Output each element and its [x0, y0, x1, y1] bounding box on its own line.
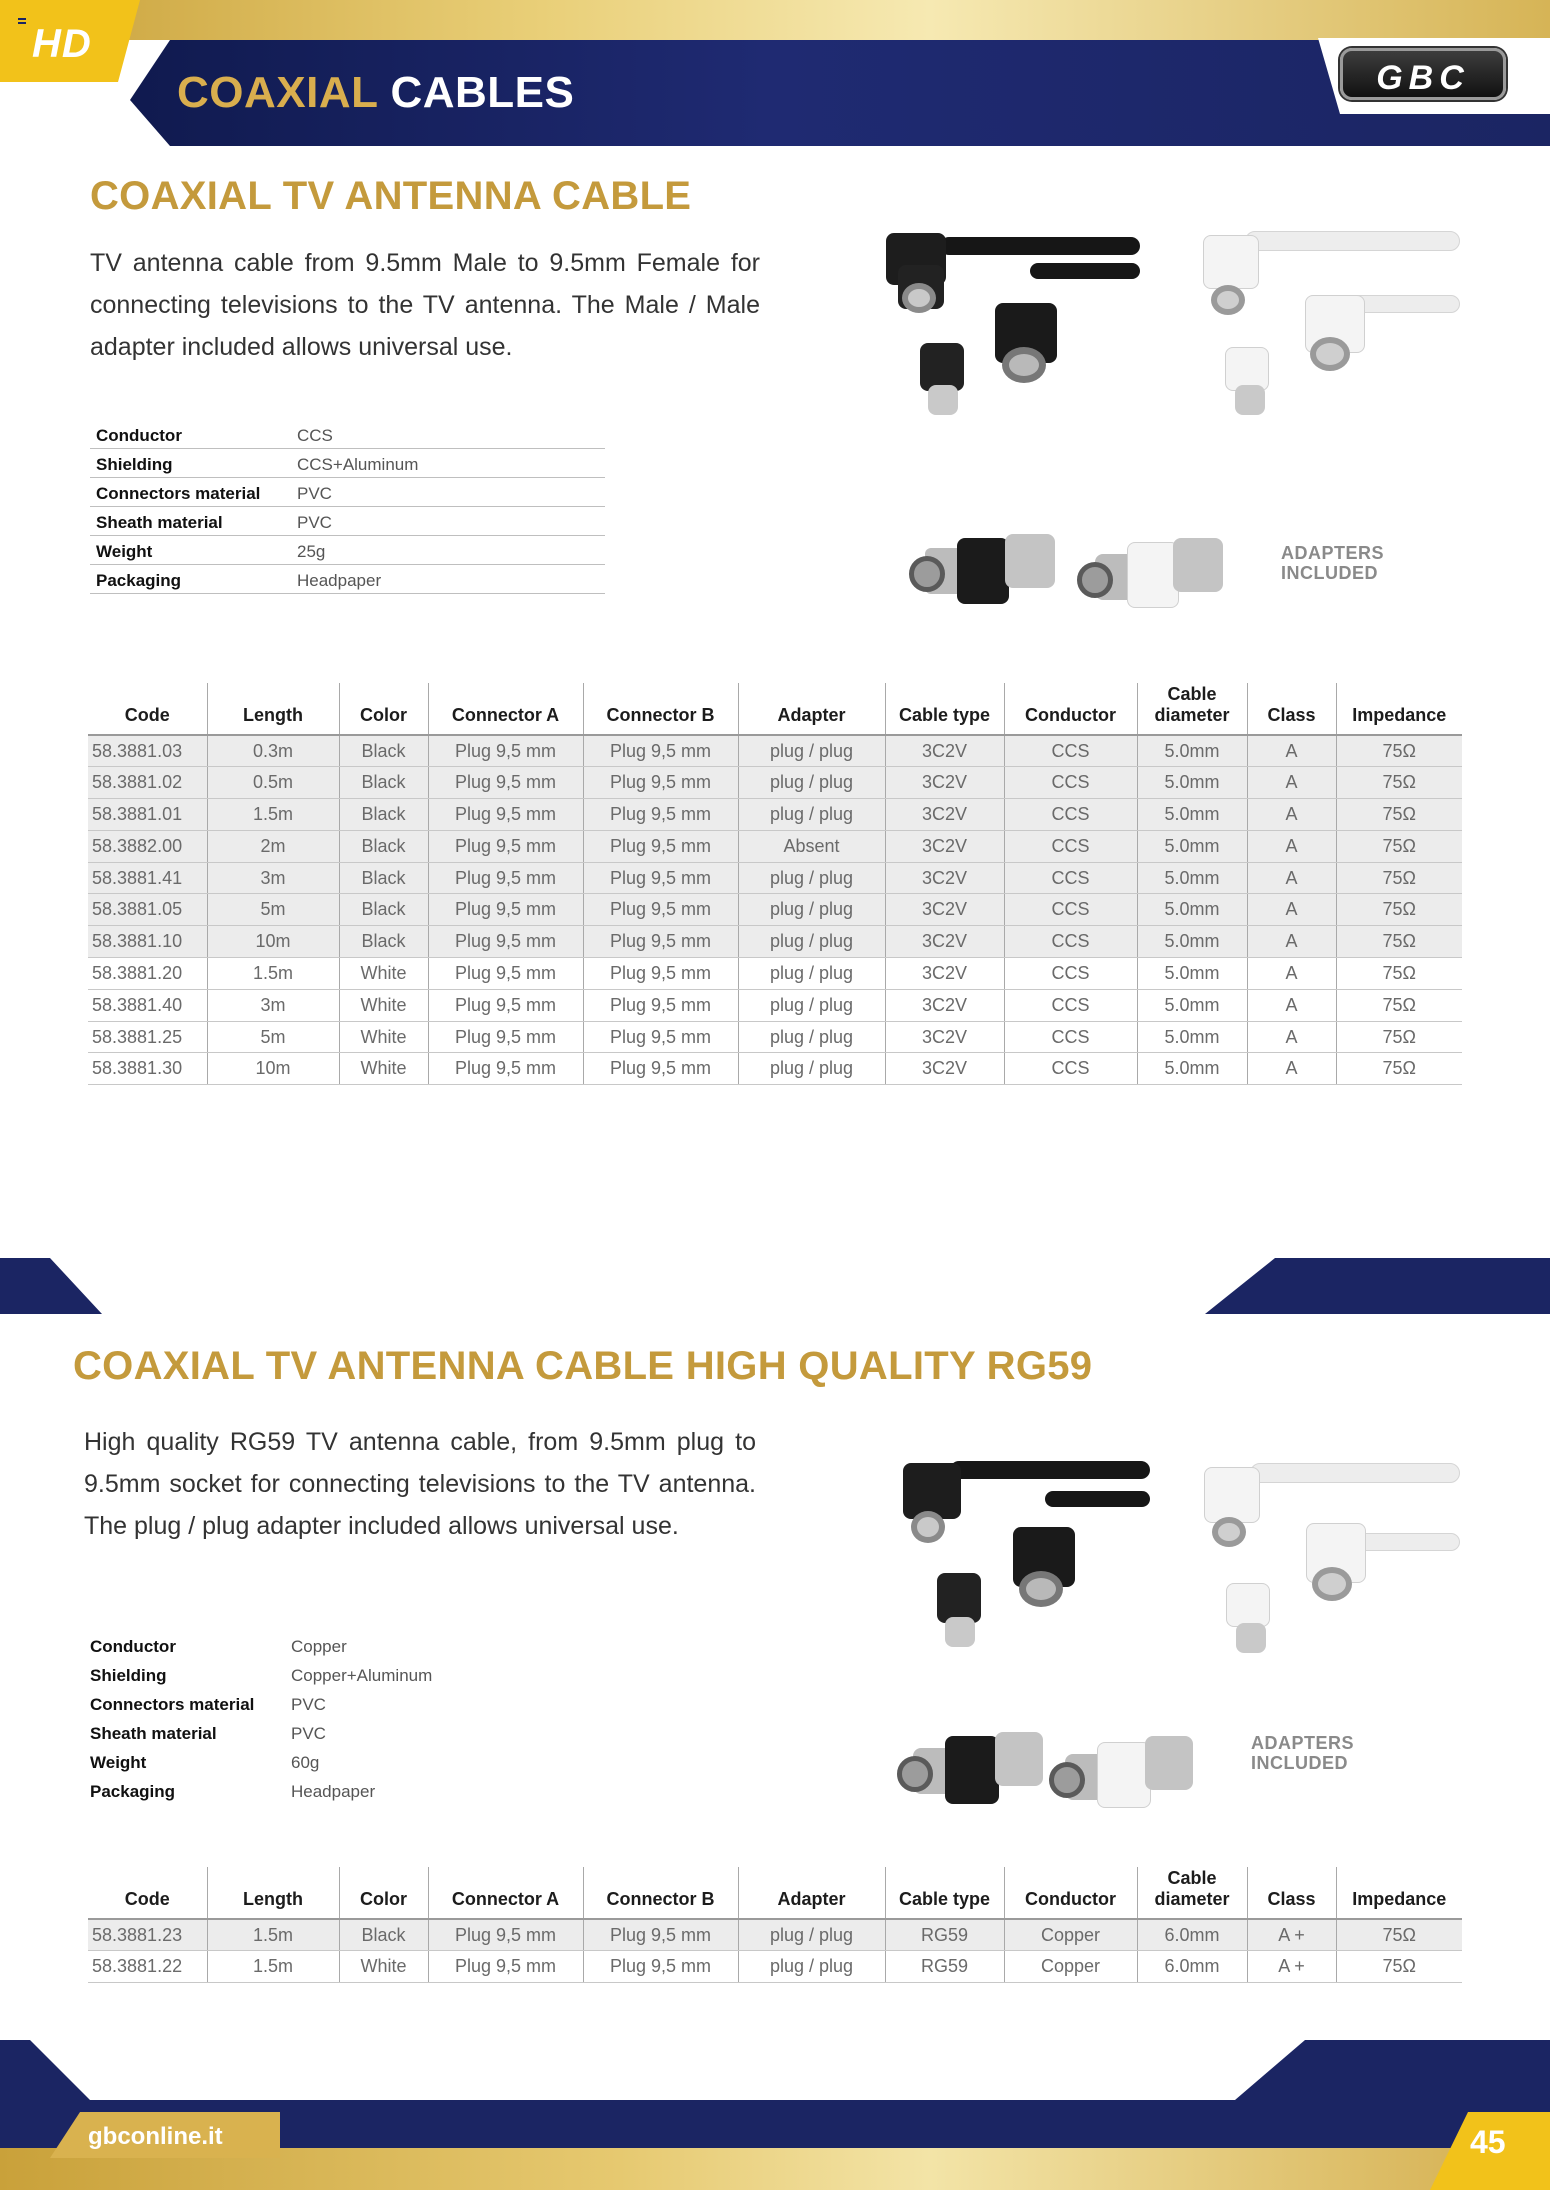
table-cell: Plug 9,5 mm [583, 1021, 738, 1053]
table-header-row [88, 1867, 1462, 1919]
spec-row [90, 536, 605, 565]
column-header: Connector A [428, 683, 583, 735]
spec-value: PVC [291, 1695, 326, 1714]
table-cell: Absent [738, 830, 885, 862]
table-cell: CCS [1004, 799, 1137, 831]
column-header: Adapter [738, 683, 885, 735]
table-cell: 5.0mm [1137, 958, 1247, 990]
table-cell: 75Ω [1336, 1951, 1462, 1983]
column-header: Impedance [1336, 683, 1462, 735]
product1-description: TV antenna cable from 9.5mm Male to 9.5mm Female for connecting televisions to the TV antenna. The Male / Male adapter included allows universal use. [90, 249, 760, 361]
table-cell: Plug 9,5 mm [583, 1951, 738, 1983]
product2-adapters-label [1251, 1733, 1354, 1773]
table-cell: CCS [1004, 1021, 1137, 1053]
table-cell: Plug 9,5 mm [583, 958, 738, 990]
column-header: Connector A [428, 1867, 583, 1919]
product2-spec-table [84, 1630, 599, 1804]
table-cell: 58.3881.41 [88, 862, 207, 894]
adapters-label-line2: INCLUDED [1251, 1753, 1348, 1773]
spec-key: Conductor [96, 426, 182, 445]
spec-key: Conductor [90, 1637, 176, 1656]
table-cell: 75Ω [1336, 735, 1462, 767]
gbc-logo-text: GBC [1376, 59, 1470, 97]
table-cell: 75Ω [1336, 830, 1462, 862]
spec-row [84, 1775, 599, 1804]
column-header: Length [207, 1867, 339, 1919]
table-cell: A + [1247, 1919, 1336, 1951]
product1-adapters-label [1281, 543, 1384, 583]
table-cell: 5.0mm [1137, 799, 1247, 831]
column-header: Cable type [885, 683, 1004, 735]
table-cell: 5.0mm [1137, 830, 1247, 862]
table-cell: 3C2V [885, 926, 1004, 958]
spec-key: Packaging [90, 1782, 176, 1801]
adapters-label-line1: ADAPTERS [1281, 543, 1385, 563]
product2-adapters-photo [895, 1720, 1195, 1820]
spec-key: Shielding [90, 1666, 167, 1685]
spec-row [84, 1717, 599, 1746]
column-header: Cable diameter [1137, 1867, 1247, 1919]
table-cell: 5.0mm [1137, 735, 1247, 767]
table-cell: plug / plug [738, 926, 885, 958]
spec-key: Weight [96, 542, 153, 561]
table-cell: 10m [207, 1053, 339, 1085]
column-header: Class [1247, 1867, 1336, 1919]
table-cell: Black [339, 1919, 428, 1951]
spec-value: Headpaper [291, 1782, 376, 1801]
table-row [88, 735, 1462, 767]
table-cell: CCS [1004, 926, 1137, 958]
table-cell: Plug 9,5 mm [583, 894, 738, 926]
table-cell: 3C2V [885, 894, 1004, 926]
table-cell: Plug 9,5 mm [428, 799, 583, 831]
table-cell: 3m [207, 862, 339, 894]
table-cell: 58.3881.40 [88, 989, 207, 1021]
table-cell: 3C2V [885, 989, 1004, 1021]
product1-white-cable-photo [1195, 225, 1460, 435]
table-cell: plug / plug [738, 862, 885, 894]
table-row [88, 799, 1462, 831]
table-row [88, 1919, 1462, 1951]
table-cell: 3C2V [885, 1021, 1004, 1053]
table-cell: 5.0mm [1137, 989, 1247, 1021]
spec-value: PVC [297, 513, 332, 532]
header-gold-strip [0, 0, 1550, 40]
column-header: Connector B [583, 1867, 738, 1919]
table-cell: CCS [1004, 862, 1137, 894]
table-cell: A + [1247, 1951, 1336, 1983]
column-header: Length [207, 683, 339, 735]
spec-value: PVC [291, 1724, 326, 1743]
table-cell: 75Ω [1336, 958, 1462, 990]
table-cell: Plug 9,5 mm [428, 958, 583, 990]
table-cell: CCS [1004, 958, 1137, 990]
table-cell: RG59 [885, 1919, 1004, 1951]
table-cell: Plug 9,5 mm [583, 989, 738, 1021]
spec-key: Shielding [96, 455, 173, 474]
table-cell: 75Ω [1336, 862, 1462, 894]
table-cell: A [1247, 926, 1336, 958]
table-cell: 75Ω [1336, 894, 1462, 926]
table-row [88, 926, 1462, 958]
spec-row [90, 565, 605, 594]
product2-description: High quality RG59 TV antenna cable, from 9.5mm plug to 9.5mm socket for connecting televisions to the TV antenna. The plug / plug adapter included allows universal use. [84, 1428, 756, 1540]
table-cell: CCS [1004, 767, 1137, 799]
column-header: Conductor [1004, 683, 1137, 735]
table-cell: 5.0mm [1137, 767, 1247, 799]
table-cell: 58.3881.05 [88, 894, 207, 926]
column-header: Impedance [1336, 1867, 1462, 1919]
table-cell: A [1247, 958, 1336, 990]
table-cell: 2m [207, 830, 339, 862]
table-cell: Plug 9,5 mm [583, 1053, 738, 1085]
table-cell: Plug 9,5 mm [583, 862, 738, 894]
gbc-logo [1340, 48, 1506, 100]
table-cell: 3C2V [885, 735, 1004, 767]
product1-spec-table [90, 420, 605, 594]
table-cell: White [339, 1053, 428, 1085]
spec-key: Packaging [96, 571, 182, 590]
table-row [88, 1021, 1462, 1053]
table-cell: plug / plug [738, 1021, 885, 1053]
table-cell: 58.3881.22 [88, 1951, 207, 1983]
spec-value: PVC [297, 484, 332, 503]
table-cell: 58.3881.30 [88, 1053, 207, 1085]
table-cell: 75Ω [1336, 1919, 1462, 1951]
column-header: Code [88, 1867, 207, 1919]
spec-value: Copper [291, 1637, 347, 1656]
table-row [88, 1951, 1462, 1983]
table-cell: plug / plug [738, 1951, 885, 1983]
footer-url[interactable]: gbconline.it [88, 2123, 223, 2150]
table-cell: A [1247, 989, 1336, 1021]
table-cell: A [1247, 1053, 1336, 1085]
table-cell: Plug 9,5 mm [583, 735, 738, 767]
table-cell: Plug 9,5 mm [428, 894, 583, 926]
table-cell: plug / plug [738, 989, 885, 1021]
table-cell: RG59 [885, 1951, 1004, 1983]
spec-row [90, 507, 605, 536]
table-cell: 5.0mm [1137, 1053, 1247, 1085]
product1-adapters-photo [905, 520, 1225, 620]
product1-black-cable-photo [880, 225, 1140, 435]
page-title-part1: COAXIAL [177, 68, 378, 117]
table-cell: 3m [207, 989, 339, 1021]
table-cell: Plug 9,5 mm [428, 735, 583, 767]
table-cell: 5.0mm [1137, 862, 1247, 894]
table-cell: 58.3881.23 [88, 1919, 207, 1951]
table-cell: Plug 9,5 mm [583, 1919, 738, 1951]
table-row [88, 958, 1462, 990]
table-cell: A [1247, 894, 1336, 926]
table-cell: 75Ω [1336, 767, 1462, 799]
table-row [88, 767, 1462, 799]
table-cell: 75Ω [1336, 989, 1462, 1021]
spec-key: Sheath material [90, 1724, 217, 1743]
table-row [88, 989, 1462, 1021]
table-cell: Black [339, 767, 428, 799]
table-cell: 1.5m [207, 1951, 339, 1983]
table-cell: Plug 9,5 mm [428, 1021, 583, 1053]
table-row [88, 830, 1462, 862]
table-cell: 58.3881.01 [88, 799, 207, 831]
spec-key: Connectors material [96, 484, 261, 503]
column-header: Connector B [583, 683, 738, 735]
table-cell: 3C2V [885, 767, 1004, 799]
hd-badge-text: HD [32, 22, 92, 66]
page-title-part2: CABLES [390, 68, 575, 117]
spec-row [90, 449, 605, 478]
table-cell: 10m [207, 926, 339, 958]
table-cell: plug / plug [738, 894, 885, 926]
column-header: Cable type [885, 1867, 1004, 1919]
table-cell: Black [339, 926, 428, 958]
table-cell: 1.5m [207, 958, 339, 990]
spec-row [90, 478, 605, 507]
table-cell: Plug 9,5 mm [428, 1951, 583, 1983]
adapters-label-line2: INCLUDED [1281, 563, 1378, 583]
spec-value: 25g [297, 542, 326, 561]
spec-value: 60g [291, 1753, 320, 1772]
spec-key: Sheath material [96, 513, 223, 532]
table-cell: 1.5m [207, 1919, 339, 1951]
spec-value: Headpaper [297, 571, 382, 590]
table-cell: White [339, 1021, 428, 1053]
table-cell: 75Ω [1336, 799, 1462, 831]
table-cell: A [1247, 735, 1336, 767]
table-cell: 58.3881.03 [88, 735, 207, 767]
table-cell: plug / plug [738, 1919, 885, 1951]
table-cell: CCS [1004, 989, 1137, 1021]
spec-key: Connectors material [90, 1695, 255, 1714]
table-cell: White [339, 989, 428, 1021]
table-cell: Black [339, 830, 428, 862]
table-cell: CCS [1004, 1053, 1137, 1085]
spec-value: Copper+Aluminum [291, 1666, 433, 1685]
table-cell: 58.3881.10 [88, 926, 207, 958]
table-cell: Plug 9,5 mm [428, 989, 583, 1021]
table-cell: 3C2V [885, 799, 1004, 831]
table-cell: CCS [1004, 830, 1137, 862]
table-cell: 5.0mm [1137, 926, 1247, 958]
spec-row [84, 1630, 599, 1659]
product2-white-cable-photo [1200, 1455, 1460, 1675]
column-header: Color [339, 1867, 428, 1919]
column-header: Conductor [1004, 1867, 1137, 1919]
spec-key: Weight [90, 1753, 147, 1772]
table-cell: Black [339, 894, 428, 926]
column-header: Adapter [738, 1867, 885, 1919]
spec-value: CCS+Aluminum [297, 455, 419, 474]
table-cell: 5.0mm [1137, 894, 1247, 926]
table-cell: 58.3881.02 [88, 767, 207, 799]
table-cell: A [1247, 799, 1336, 831]
menu-icon [18, 18, 26, 24]
table-cell: 75Ω [1336, 926, 1462, 958]
page-title [177, 68, 574, 118]
table-cell: Black [339, 799, 428, 831]
table-cell: Black [339, 735, 428, 767]
table-cell: plug / plug [738, 799, 885, 831]
table-cell: Copper [1004, 1951, 1137, 1983]
table-cell: Plug 9,5 mm [428, 830, 583, 862]
table-cell: A [1247, 767, 1336, 799]
table-cell: A [1247, 862, 1336, 894]
table-cell: 5m [207, 1021, 339, 1053]
table-row [88, 1053, 1462, 1085]
table-cell: A [1247, 1021, 1336, 1053]
product2-title: COAXIAL TV ANTENNA CABLE HIGH QUALITY RG59 [73, 1344, 1093, 1388]
product1-data-table [88, 683, 1462, 1085]
table-header-row [88, 683, 1462, 735]
table-cell: Plug 9,5 mm [428, 862, 583, 894]
spec-row [84, 1688, 599, 1717]
table-cell: 58.3882.00 [88, 830, 207, 862]
table-cell: 0.5m [207, 767, 339, 799]
table-cell: 3C2V [885, 830, 1004, 862]
column-header: Code [88, 683, 207, 735]
spec-row [90, 420, 605, 449]
table-cell: 6.0mm [1137, 1951, 1247, 1983]
spec-row [84, 1746, 599, 1775]
table-cell: 0.3m [207, 735, 339, 767]
page-number: 45 [1470, 2124, 1506, 2160]
table-row [88, 862, 1462, 894]
table-cell: 3C2V [885, 862, 1004, 894]
table-row [88, 894, 1462, 926]
table-cell: A [1247, 830, 1336, 862]
table-cell: plug / plug [738, 735, 885, 767]
table-cell: Plug 9,5 mm [428, 1919, 583, 1951]
table-cell: Plug 9,5 mm [583, 799, 738, 831]
spec-row [84, 1659, 599, 1688]
table-cell: Plug 9,5 mm [583, 926, 738, 958]
table-cell: Plug 9,5 mm [583, 830, 738, 862]
table-cell: CCS [1004, 894, 1137, 926]
table-cell: 75Ω [1336, 1053, 1462, 1085]
column-header: Cable diameter [1137, 683, 1247, 735]
table-cell: 5.0mm [1137, 1021, 1247, 1053]
table-cell: plug / plug [738, 767, 885, 799]
table-cell: CCS [1004, 735, 1137, 767]
adapters-label-line1: ADAPTERS [1251, 1733, 1355, 1753]
table-cell: Plug 9,5 mm [428, 1053, 583, 1085]
table-cell: White [339, 1951, 428, 1983]
table-cell: Plug 9,5 mm [428, 767, 583, 799]
table-cell: Plug 9,5 mm [428, 926, 583, 958]
column-header: Color [339, 683, 428, 735]
table-cell: 58.3881.25 [88, 1021, 207, 1053]
table-cell: 5m [207, 894, 339, 926]
table-cell: plug / plug [738, 958, 885, 990]
table-cell: White [339, 958, 428, 990]
table-cell: 3C2V [885, 1053, 1004, 1085]
table-cell: Black [339, 862, 428, 894]
product2-black-cable-photo [895, 1455, 1150, 1665]
product2-data-table [88, 1867, 1462, 1983]
column-header: Class [1247, 683, 1336, 735]
table-cell: 58.3881.20 [88, 958, 207, 990]
product1-title: COAXIAL TV ANTENNA CABLE [90, 174, 692, 218]
table-cell: Plug 9,5 mm [583, 767, 738, 799]
table-cell: 1.5m [207, 799, 339, 831]
table-cell: 6.0mm [1137, 1919, 1247, 1951]
spec-value: CCS [297, 426, 333, 445]
table-cell: 3C2V [885, 958, 1004, 990]
table-cell: plug / plug [738, 1053, 885, 1085]
table-cell: Copper [1004, 1919, 1137, 1951]
table-cell: 75Ω [1336, 1021, 1462, 1053]
